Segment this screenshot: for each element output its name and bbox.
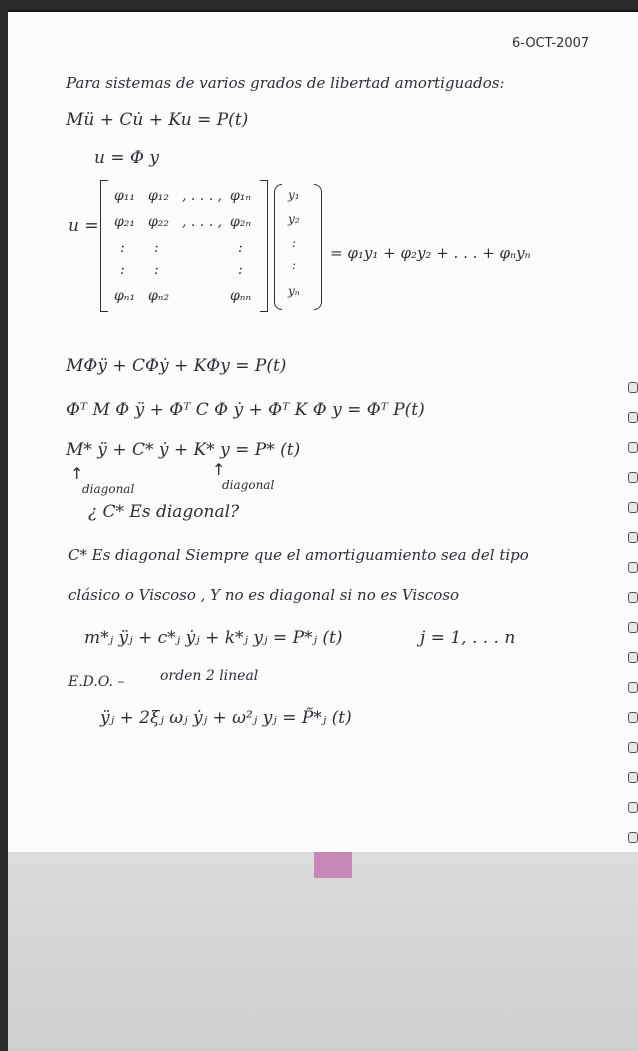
matrix-cell: φ₂₁ [114, 214, 136, 230]
vector-cell: yₙ [288, 284, 300, 298]
matrix-cell: φₙₙ [230, 288, 252, 304]
binding-hole [628, 742, 638, 753]
vector-cell: y₁ [288, 188, 300, 202]
arrow-up-icon: ↑ [212, 460, 226, 479]
matrix-expansion: = φ₁y₁ + φ₂y₂ + . . . + φₙyₙ [330, 244, 531, 262]
matrix-lhs: u = [68, 216, 99, 236]
diagonal-label-mass: diagonal [82, 482, 135, 496]
matrix-cell: : [238, 262, 243, 278]
page-date: 6-OCT-2007 [512, 36, 590, 51]
spiral-binding [628, 382, 638, 862]
binding-hole [628, 532, 638, 543]
matrix-cell: : [238, 240, 243, 256]
binding-hole [628, 442, 638, 453]
vector-right-brace [314, 184, 322, 310]
vector-cell: y₂ [288, 212, 300, 226]
matrix-cell: : [154, 240, 159, 256]
binding-hole [628, 412, 638, 423]
matrix-cell: φ₂₂ [148, 214, 170, 230]
matrix-cell: φ₁₁ [114, 188, 136, 204]
matrix-cell: , . . . , [182, 214, 223, 230]
answer-line-2: clásico o Viscoso , Y no es diagonal si no es Viscoso [68, 586, 460, 604]
modal-equation: M* ÿ + C* ẏ + K* y = P* (t) [66, 440, 301, 460]
binding-hole [628, 832, 638, 843]
intro-text: Para sistemas de varios grados de libertad amortiguados: [66, 74, 505, 92]
matrix-cell: φₙ₂ [148, 288, 170, 304]
modal-transform-equation: u = Φ y [94, 148, 159, 168]
binding-hole [628, 592, 638, 603]
edo-description: orden 2 lineal [160, 668, 259, 684]
binding-hole [628, 802, 638, 813]
binding-hole [628, 652, 638, 663]
binding-hole [628, 682, 638, 693]
matrix-left-bracket [100, 180, 108, 312]
page-tab-marker [314, 852, 352, 878]
diagonal-question: ¿ C* Es diagonal? [88, 502, 240, 522]
uncoupled-modal-equation: m*ⱼ ÿⱼ + c*ⱼ ẏⱼ + k*ⱼ yⱼ = P*ⱼ (t) [84, 628, 343, 648]
binding-hole [628, 472, 638, 483]
matrix-cell: , . . . , [182, 188, 223, 204]
matrix-cell: φₙ₁ [114, 288, 136, 304]
normalized-modal-equation: ÿⱼ + 2ξⱼ ωⱼ ẏⱼ + ω²ⱼ yⱼ = P̃*ⱼ (t) [100, 708, 352, 728]
modal-coordinate-vector [286, 184, 316, 308]
binding-hole [628, 502, 638, 513]
answer-line-1: C* Es diagonal Siempre que el amortiguamiento sea del tipo [68, 546, 529, 564]
binding-hole [628, 772, 638, 783]
matrix-cell: : [120, 262, 125, 278]
matrix-cell: φ₁₂ [148, 188, 170, 204]
premultiplied-equation: Φᵀ M Φ ÿ + Φᵀ C Φ ẏ + Φᵀ K Φ y = Φᵀ P(t) [66, 400, 425, 420]
substituted-equation: MΦÿ + CΦẏ + KΦy = P(t) [66, 356, 287, 376]
binding-hole [628, 622, 638, 633]
matrix-cell: : [120, 240, 125, 256]
mode-shape-matrix [110, 182, 260, 312]
matrix-cell: φ₁ₙ [230, 188, 252, 204]
vector-left-brace [274, 184, 282, 310]
binding-hole [628, 382, 638, 393]
matrix-right-bracket [260, 180, 268, 312]
diagonal-label-stiffness: diagonal [222, 478, 275, 492]
binding-hole [628, 562, 638, 573]
vector-cell: : [292, 258, 297, 272]
edo-label: E.D.O. – [68, 674, 125, 690]
matrix-cell: φ₂ₙ [230, 214, 252, 230]
mode-index-range: j = 1, . . . n [420, 628, 516, 648]
notebook-page [8, 10, 638, 854]
equation-of-motion: Mü + Cu̇ + Ku = P(t) [66, 110, 249, 130]
page-underlay [8, 852, 638, 1051]
vector-cell: : [292, 236, 297, 250]
binding-hole [628, 712, 638, 723]
matrix-cell: : [154, 262, 159, 278]
arrow-up-icon: ↑ [70, 464, 84, 483]
